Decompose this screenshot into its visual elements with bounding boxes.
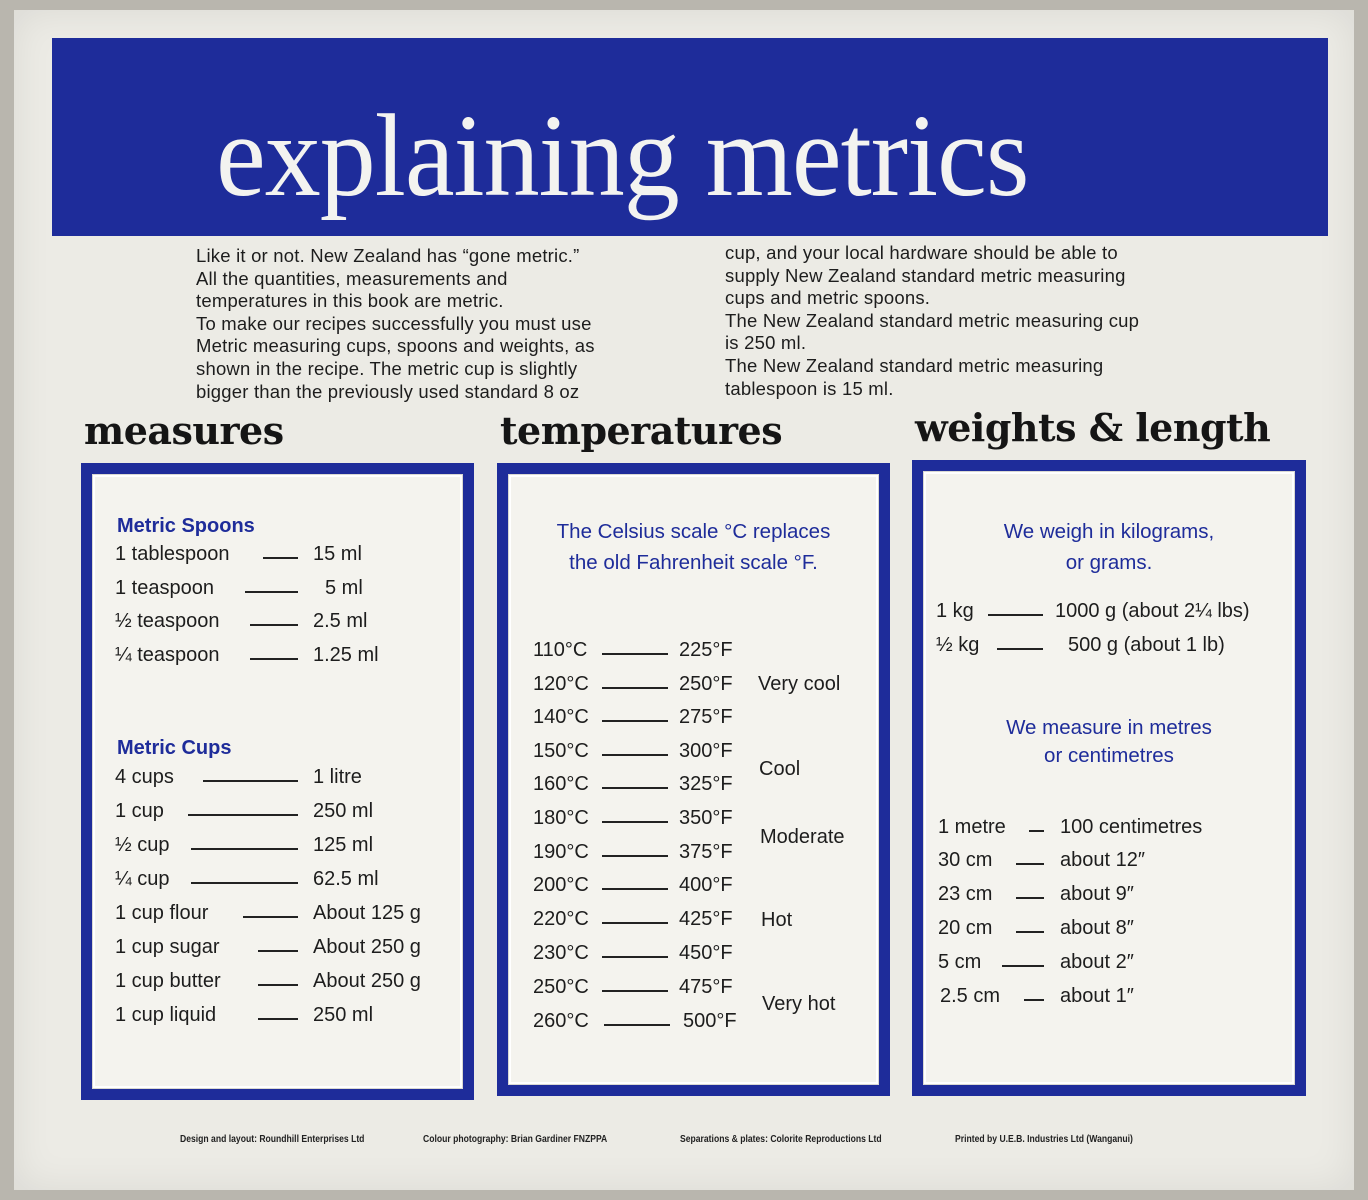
celsius-value: 160°C xyxy=(533,773,589,795)
temperatures-heading: temperatures xyxy=(500,408,783,453)
measure-value: About 250 g xyxy=(313,936,421,958)
celsius-value: 180°C xyxy=(533,807,589,829)
measure-value: 250 ml xyxy=(313,800,374,822)
temperature-row xyxy=(511,908,876,938)
length-row xyxy=(926,917,1292,947)
leader-line xyxy=(245,591,298,593)
intro-line: temperatures in this book are metric. xyxy=(196,290,504,312)
intro-line: cup, and your local hardware should be able to xyxy=(725,242,1118,263)
leader-line xyxy=(1029,830,1044,832)
fahrenheit-value: 225°F xyxy=(679,639,733,661)
measure-value: 15 ml xyxy=(313,543,362,565)
length-item: 30 cm xyxy=(938,849,993,871)
title-banner xyxy=(52,38,1328,236)
celsius-value: 110°C xyxy=(533,639,588,661)
leader-line xyxy=(602,754,668,756)
intro-left-column xyxy=(196,245,696,403)
intro-line: bigger than the previously used standard 8 oz xyxy=(196,380,580,402)
leader-line xyxy=(1016,863,1044,865)
intro-line: shown in the recipe. The metric cup is slightly xyxy=(196,357,578,379)
celsius-value: 250°C xyxy=(533,976,589,998)
weight-item: 1 kg xyxy=(936,600,974,622)
metric-spoons-title: Metric Spoons xyxy=(117,515,255,537)
measure-item: ½ teaspoon xyxy=(115,610,220,632)
fahrenheit-value: 400°F xyxy=(679,874,733,896)
measure-item: ¼ teaspoon xyxy=(115,644,220,666)
fahrenheit-value: 475°F xyxy=(679,976,733,998)
intro-line: is 250 ml. xyxy=(725,332,807,354)
measures-heading: measures xyxy=(84,408,284,453)
temperature-row xyxy=(511,874,876,904)
leader-line xyxy=(602,687,668,689)
intro-right-column xyxy=(725,242,1245,400)
fahrenheit-value: 350°F xyxy=(679,807,733,829)
intro-line: To make our recipes successfully you must use xyxy=(196,312,592,334)
length-value: about 1″ xyxy=(1060,985,1134,1007)
celsius-value: 220°C xyxy=(533,908,589,930)
leader-line xyxy=(602,720,668,722)
fahrenheit-value: 275°F xyxy=(679,706,733,728)
temperature-row xyxy=(511,706,876,736)
list-item xyxy=(95,766,460,796)
leader-line xyxy=(243,916,298,918)
list-item xyxy=(95,834,460,864)
celsius-intro-line: the old Fahrenheit scale °F. xyxy=(569,551,818,574)
weight-value: 500 g (about 1 lb) xyxy=(1068,634,1225,656)
leader-line xyxy=(258,1018,298,1020)
weight-item: ½ kg xyxy=(936,634,980,656)
list-item xyxy=(95,543,460,573)
measure-item: 1 cup liquid xyxy=(115,1004,217,1026)
very-cool-label: Very cool xyxy=(758,673,841,695)
measure-value: 5 ml xyxy=(325,577,363,599)
temperatures-panel xyxy=(497,463,890,1096)
list-item xyxy=(95,936,460,966)
leader-line xyxy=(258,950,298,952)
leader-line xyxy=(250,624,298,626)
list-item xyxy=(95,610,460,640)
celsius-value: 260°C xyxy=(533,1010,589,1032)
list-item xyxy=(95,800,460,830)
leader-line xyxy=(988,614,1043,616)
leader-line xyxy=(1024,999,1044,1001)
list-item xyxy=(95,868,460,898)
credit-separations: Separations & plates: Colorite Reproductions Ltd xyxy=(680,1134,882,1145)
measure-value: 250 ml xyxy=(313,1004,374,1026)
measure-item: 1 tablespoon xyxy=(115,543,230,565)
hot-label: Hot xyxy=(761,909,793,931)
page-title: explaining metrics xyxy=(216,90,1029,222)
weight-row xyxy=(926,600,1292,630)
leader-line xyxy=(602,855,668,857)
leader-line xyxy=(1016,897,1044,899)
temperature-row xyxy=(511,639,876,669)
leader-line xyxy=(602,653,668,655)
credit-photography: Colour photography: Brian Gardiner FNZPPA xyxy=(423,1134,608,1145)
fahrenheit-value: 375°F xyxy=(679,841,733,863)
weights-length-heading: weights & length xyxy=(915,405,1271,450)
leader-line xyxy=(602,990,668,992)
length-item: 2.5 cm xyxy=(940,985,1001,1007)
intro-line: supply New Zealand standard metric measuring xyxy=(725,264,1126,286)
length-row xyxy=(926,883,1292,913)
leader-line xyxy=(602,922,668,924)
measure-value: 1.25 ml xyxy=(313,644,379,666)
leader-line xyxy=(191,848,298,850)
leader-line xyxy=(604,1024,670,1026)
intro-line: cups and metric spoons. xyxy=(725,287,931,309)
metric-cups-title: Metric Cups xyxy=(117,737,232,759)
temperature-row xyxy=(511,942,876,972)
length-value: about 8″ xyxy=(1060,917,1134,939)
leader-line xyxy=(188,814,298,816)
leader-line xyxy=(602,787,668,789)
weight-row xyxy=(926,634,1292,664)
measure-item: 1 cup xyxy=(115,800,164,822)
length-item: 5 cm xyxy=(938,951,982,973)
list-item xyxy=(95,1004,460,1034)
measure-item: ¼ cup xyxy=(115,868,170,890)
fahrenheit-value: 425°F xyxy=(679,908,733,930)
celsius-value: 150°C xyxy=(533,740,589,762)
measure-item: 1 cup sugar xyxy=(115,936,220,958)
intro-line: The New Zealand standard metric measuring cup xyxy=(725,309,1140,331)
measure-value: 62.5 ml xyxy=(313,868,379,890)
measure-value: 2.5 ml xyxy=(313,610,368,632)
leader-line xyxy=(1016,931,1044,933)
very-hot-label: Very hot xyxy=(762,993,836,1015)
length-item: 23 cm xyxy=(938,883,993,905)
leader-line xyxy=(997,648,1043,650)
measure-item: 1 cup butter xyxy=(115,970,221,992)
intro-line: tablespoon is 15 ml. xyxy=(725,377,894,399)
weights-length-panel xyxy=(912,460,1306,1096)
celsius-value: 190°C xyxy=(533,841,589,863)
measures-panel xyxy=(81,463,474,1100)
leader-line xyxy=(263,557,298,559)
measure-item: 1 teaspoon xyxy=(115,577,214,599)
leader-line xyxy=(191,882,298,884)
length-row xyxy=(926,951,1292,981)
list-item xyxy=(95,644,460,674)
list-item xyxy=(95,970,460,1000)
leader-line xyxy=(602,956,668,958)
fahrenheit-value: 300°F xyxy=(679,740,733,762)
length-value: about 2″ xyxy=(1060,951,1134,973)
measure-value: About 125 g xyxy=(313,902,421,924)
intro-line: The New Zealand standard metric measuring xyxy=(725,354,1104,376)
celsius-value: 230°C xyxy=(533,942,589,964)
celsius-value: 120°C xyxy=(533,673,589,695)
leader-line xyxy=(1002,965,1044,967)
length-row xyxy=(926,816,1292,846)
length-item: 1 metre xyxy=(938,816,1006,838)
length-item: 20 cm xyxy=(938,917,993,939)
list-item xyxy=(95,577,460,607)
measure-value: 1 litre xyxy=(313,766,362,788)
length-value: about 9″ xyxy=(1060,883,1134,905)
fahrenheit-value: 325°F xyxy=(679,773,733,795)
leader-line xyxy=(602,821,668,823)
fahrenheit-value: 250°F xyxy=(679,673,733,695)
weigh-intro-line: or grams. xyxy=(1065,551,1153,574)
credit-printer: Printed by U.E.B. Industries Ltd (Wanganui) xyxy=(955,1134,1133,1145)
measure-intro-line: We measure in metres xyxy=(1006,716,1212,739)
list-item xyxy=(95,902,460,932)
credit-design: Design and layout: Roundhill Enterprises Ltd xyxy=(180,1134,365,1145)
leader-line xyxy=(250,658,298,660)
measure-item: 4 cups xyxy=(115,766,174,788)
intro-line: All the quantities, measurements and xyxy=(196,267,508,289)
fahrenheit-value: 500°F xyxy=(683,1010,737,1032)
intro-line: Like it or not. New Zealand has “gone metric.” xyxy=(196,245,580,266)
measure-value: 125 ml xyxy=(313,834,374,856)
celsius-intro-line: The Celsius scale °C replaces xyxy=(556,520,831,543)
moderate-label: Moderate xyxy=(760,826,845,848)
celsius-value: 200°C xyxy=(533,874,589,896)
length-value: 100 centimetres xyxy=(1060,816,1203,838)
celsius-value: 140°C xyxy=(533,706,589,728)
weigh-intro-line: We weigh in kilograms, xyxy=(1003,520,1215,543)
length-row xyxy=(926,985,1292,1015)
fahrenheit-value: 450°F xyxy=(679,942,733,964)
temperature-row xyxy=(511,740,876,770)
cool-label: Cool xyxy=(759,758,801,780)
measure-value: About 250 g xyxy=(313,970,421,992)
temperature-row xyxy=(511,773,876,803)
leader-line xyxy=(258,984,298,986)
weight-value: 1000 g (about 2¼ lbs) xyxy=(1055,600,1250,622)
leader-line xyxy=(602,888,668,890)
intro-line: Metric measuring cups, spoons and weights, as xyxy=(196,335,595,357)
length-row xyxy=(926,849,1292,879)
length-value: about 12″ xyxy=(1060,849,1145,871)
measure-item: 1 cup flour xyxy=(115,902,209,924)
measure-intro-line: or centimetres xyxy=(1044,744,1174,767)
leader-line xyxy=(203,780,298,782)
measure-item: ½ cup xyxy=(115,834,170,856)
